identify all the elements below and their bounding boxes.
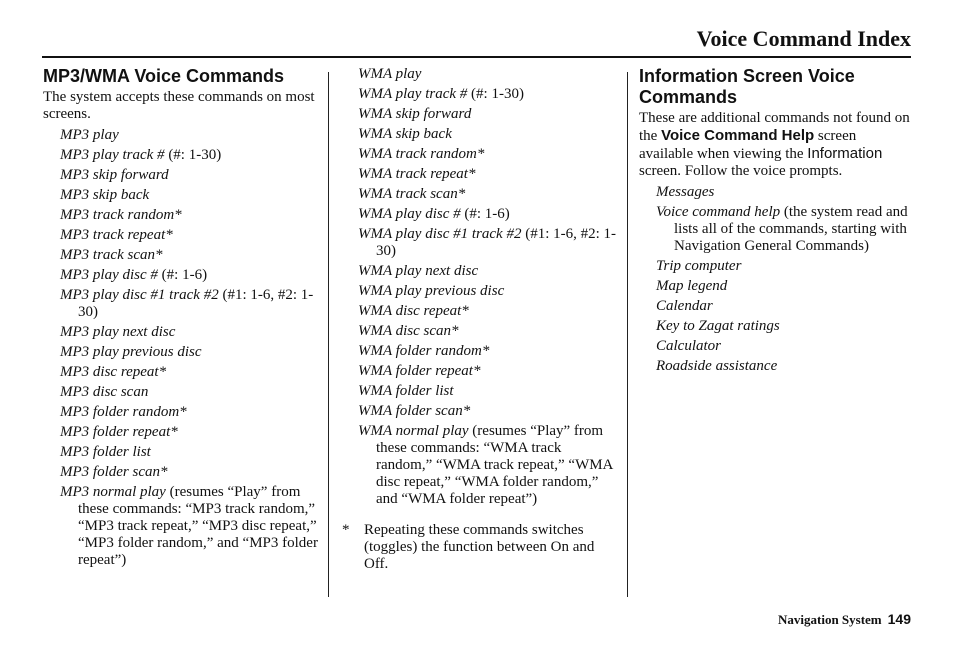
footnote: [341, 522, 618, 573]
command-text: WMA folder scan*: [358, 403, 471, 419]
command-item: [358, 186, 618, 203]
command-item: [358, 303, 618, 320]
info-intro-text: screen available when viewing the: [639, 128, 857, 162]
command-item: [656, 338, 911, 355]
command-item: [656, 258, 911, 275]
command-text: MP3 track scan*: [60, 247, 163, 263]
command-text: MP3 skip forward: [60, 167, 169, 183]
info-heading: Information Screen Voice Commands: [639, 66, 855, 107]
command-item: [656, 278, 911, 295]
command-item: [656, 298, 911, 315]
command-item: [60, 404, 321, 421]
command-text: WMA disc repeat*: [358, 303, 469, 319]
command-item: [358, 126, 618, 143]
wma-command-list: [341, 66, 618, 508]
command-item: [60, 187, 321, 204]
command-text: Voice command help: [656, 204, 781, 220]
command-text: Trip computer: [656, 258, 742, 274]
command-text: MP3 folder scan*: [60, 464, 168, 480]
command-item: [358, 423, 618, 508]
command-text: MP3 folder repeat*: [60, 424, 178, 440]
command-item: [60, 484, 321, 569]
command-text: WMA skip back: [358, 126, 452, 142]
command-item: [358, 343, 618, 360]
command-text: MP3 folder random*: [60, 404, 187, 420]
command-item: [656, 358, 911, 375]
mp3-intro: The system accepts these commands on most screens.: [43, 89, 315, 122]
command-item: [60, 167, 321, 184]
command-text: WMA track scan*: [358, 186, 466, 202]
command-item: [60, 344, 321, 361]
command-text: Key to Zagat ratings: [656, 318, 780, 334]
command-item: [358, 206, 618, 223]
info-intro: [639, 110, 911, 180]
command-text: MP3 play track #: [60, 147, 165, 163]
command-item: [60, 127, 321, 144]
command-text: WMA normal play: [358, 423, 469, 439]
command-text: MP3 play: [60, 127, 119, 143]
footnote-text: Repeating these commands switches (toggles) the function between On and Off.: [364, 522, 595, 572]
command-item: [60, 267, 321, 284]
command-note: (#: 1-6): [157, 267, 208, 283]
page-number: 149: [887, 611, 911, 627]
command-item: [60, 287, 321, 321]
command-note: (resumes “Play” from these commands: “WMA track random,” “WMA track repeat,” “WMA disc repeat,” “WMA folder random,” and “WMA folder repeat”): [376, 423, 613, 507]
command-text: Calendar: [656, 298, 713, 314]
command-note: (resumes “Play” from these commands: “MP3 track random,” “MP3 track repeat,” “MP3 disc repeat,” “MP3 folder random,” and “MP3 folder repeat”): [78, 484, 318, 568]
command-item: [60, 207, 321, 224]
command-text: WMA play next disc: [358, 263, 479, 279]
command-item: [358, 66, 618, 83]
command-item: [60, 247, 321, 264]
command-item: [60, 147, 321, 164]
column-divider: [627, 72, 628, 597]
command-item: [60, 444, 321, 461]
command-item: [60, 324, 321, 341]
command-text: WMA play disc #1 track #2: [358, 226, 522, 242]
command-note: (#1: 1-6, #2: 1-30): [78, 287, 314, 320]
command-note: (#: 1-30): [467, 86, 524, 102]
command-note: (#1: 1-6, #2: 1-30): [376, 226, 617, 259]
command-item: [656, 184, 911, 201]
mp3-heading: MP3/WMA Voice Commands: [43, 66, 285, 86]
command-text: Roadside assistance: [656, 358, 778, 374]
page-title: Voice Command Index: [696, 26, 911, 51]
command-item: [358, 283, 618, 300]
info-intro-text: These are additional commands not found on the: [639, 110, 910, 144]
command-text: MP3 track random*: [60, 207, 182, 223]
command-text: WMA track random*: [358, 146, 485, 162]
command-item: [358, 106, 618, 123]
command-text: MP3 normal play: [60, 484, 166, 500]
footer-label: Navigation System: [778, 612, 882, 627]
command-text: Map legend: [656, 278, 728, 294]
command-item: [358, 86, 618, 103]
command-text: MP3 disc scan: [60, 384, 149, 400]
command-item: [358, 146, 618, 163]
command-item: [358, 323, 618, 340]
command-text: WMA play disc #: [358, 206, 461, 222]
command-note: (#: 1-30): [164, 147, 222, 163]
command-text: MP3 play previous disc: [60, 344, 202, 360]
command-item: [60, 384, 321, 401]
footnote-mark: *: [342, 522, 350, 538]
command-text: MP3 play disc #1 track #2: [60, 287, 219, 303]
command-text: MP3 track repeat*: [60, 227, 173, 243]
command-text: MP3 disc repeat*: [60, 364, 167, 380]
column-divider: [328, 72, 329, 597]
command-item: [358, 403, 618, 420]
command-note: (#: 1-6): [460, 206, 510, 222]
command-text: WMA play previous disc: [358, 283, 505, 299]
command-item: [60, 364, 321, 381]
command-item: [358, 363, 618, 380]
information-term: Information: [807, 145, 883, 162]
command-text: MP3 skip back: [60, 187, 150, 203]
command-item: [60, 464, 321, 481]
command-text: MP3 folder list: [60, 444, 151, 460]
command-text: WMA play track #: [358, 86, 468, 102]
mp3-column: [43, 66, 321, 572]
voice-command-help-term: Voice Command Help: [661, 127, 815, 144]
command-text: Messages: [656, 184, 715, 200]
command-text: WMA skip forward: [358, 106, 472, 122]
command-item: [656, 204, 911, 255]
info-column: [639, 66, 911, 378]
info-command-list: [639, 184, 911, 375]
info-intro-text: screen. Follow the voice prompts.: [639, 163, 843, 179]
command-item: [656, 318, 911, 335]
wma-column: [341, 66, 618, 573]
command-note: (the system read and lists all of the commands, starting with Navigation General Commands): [674, 204, 908, 254]
command-text: WMA disc scan*: [358, 323, 459, 339]
command-item: [358, 226, 618, 260]
command-text: WMA folder random*: [358, 343, 490, 359]
command-text: Calculator: [656, 338, 722, 354]
command-item: [358, 383, 618, 400]
command-text: WMA play: [358, 66, 422, 82]
command-text: WMA track repeat*: [358, 166, 476, 182]
command-item: [358, 166, 618, 183]
title-rule: [42, 56, 911, 58]
page-footer: [778, 611, 911, 628]
command-text: MP3 play disc #: [60, 267, 158, 283]
command-text: MP3 play next disc: [60, 324, 176, 340]
mp3-command-list: [43, 127, 321, 569]
command-text: WMA folder repeat*: [358, 363, 481, 379]
command-item: [60, 227, 321, 244]
command-text: WMA folder list: [358, 383, 454, 399]
command-item: [358, 263, 618, 280]
command-item: [60, 424, 321, 441]
